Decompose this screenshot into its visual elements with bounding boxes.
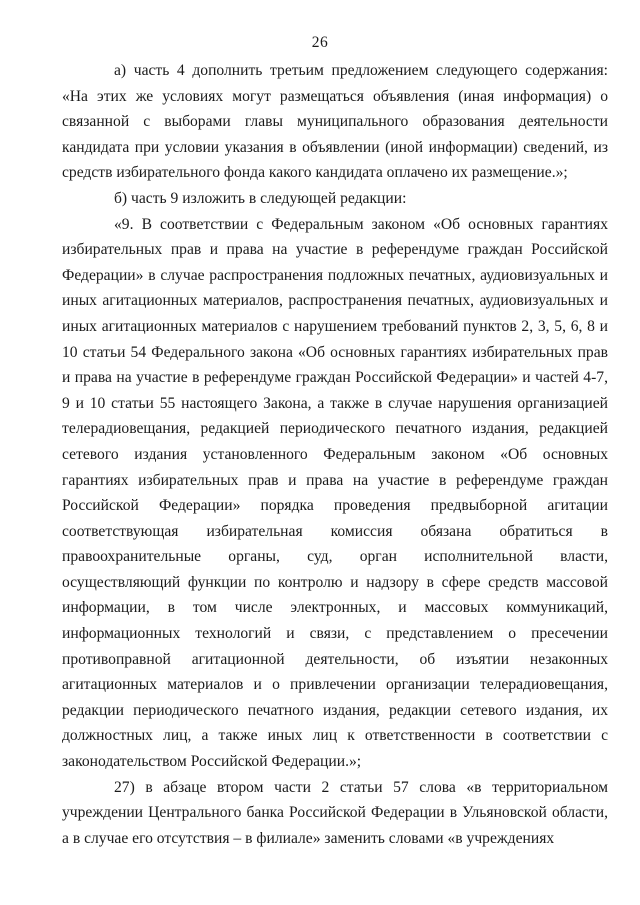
paragraph-item-27: 27) в абзаце втором части 2 статьи 57 слова «в территориальном учреждении Центрального банка Российской Федерации в Ульяновской области, а в случае его отсутствия – в филиале» заменить словами «в учреждениях (62, 778, 608, 847)
page-number: 26 (311, 34, 329, 51)
paragraph-amendment-b: б) часть 9 изложить в следующей редакции: (114, 189, 407, 207)
paragraph-amendment-a: а) часть 4 дополнить третьим предложением следующего содержания: «На этих же условиях могут размещаться объявления (иная информация) о связанной с выборами главы муниципального образования деятельности кандидата при условии указания в объявлении (иной информации) сведений, из средств избирательного фонда какого кандидата оплачено их размещение.»; (62, 62, 608, 182)
paragraph-part-9-text: «9. В соответствии с Федеральным законом «Об основных гарантиях избирательных прав и права на участие в референдуме граждан Российской Федерации» в случае распространения подложных печатных, аудиовизуальных и иных агитационных материалов, распространения печатных, аудиовизуальных и иных агитационных материалов с нарушением требований пунктов 2, 3, 5, 6, 8 и 10 статьи 54 Федерального закона «Об основных гарантиях избирательных прав и права на участие в референдуме граждан Российской Федерации» и частей 4-7, 9 и 10 статьи 55 настоящего Закона, а также в случае нарушения организацией телерадиовещания, редакцией периодического печатного издания, редакцией сетевого издания установленного Федеральным законом «Об основных гарантиях избирательных прав и права на участие в референдуме граждан Российской Федерации» порядка проведения предвыборной агитации соответствующая избирательная комиссия обязана обратиться в правоохранительные органы, суд, орган исполнительной власти, осуществляющий функции по контролю и надзору в сфере средств массовой информации, в том числе электронных, и массовых коммуникаций, информационных технологий и связи, с представлением о пресечении противоправной агитационной деятельности, об изъятии незаконных агитационных материалов и о привлечении организации телерадиовещания, редакции периодического печатного издания, редакции сетевого издания, их должностных лиц, а также иных лиц к ответственности в соответствии с законодательством Российской Федерации.»; (62, 215, 608, 771)
document-body (62, 58, 608, 851)
